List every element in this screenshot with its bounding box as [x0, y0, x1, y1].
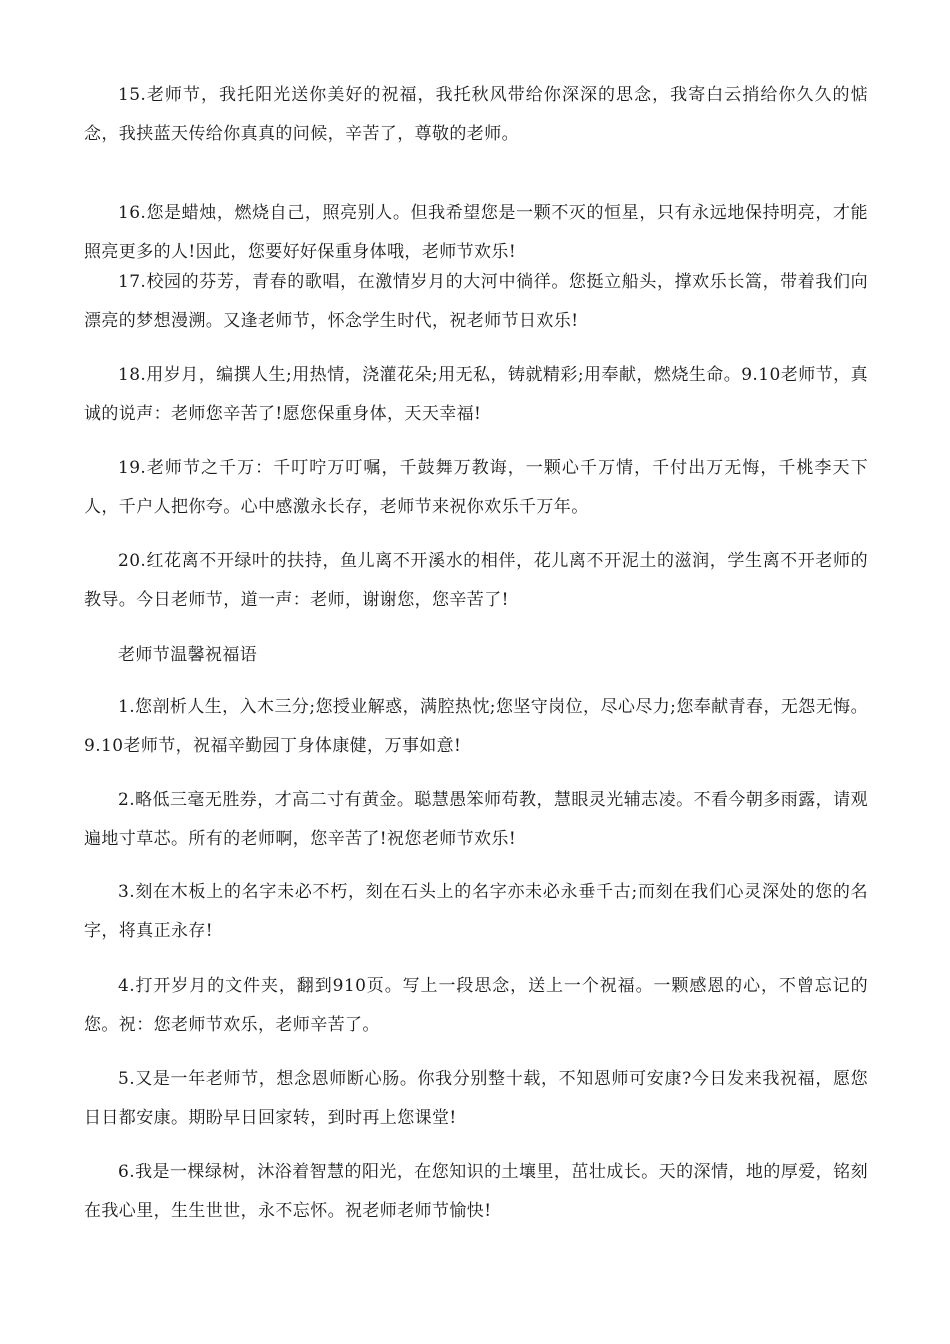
paragraph-2: 2.略低三毫无胜券，才高二寸有黄金。聪慧愚笨师苟教，慧眼灵光辅志凌。不看今朝多雨露，请观遍地寸草芯。所有的老师啊，您辛苦了!祝您老师节欢乐!	[84, 790, 868, 849]
paragraph-5: 5.又是一年老师节，想念恩师断心肠。你我分别整十载，不知恩师可安康?今日发来我祝福，愿您日日都安康。期盼早日回家转，到时再上您课堂!	[84, 1069, 868, 1128]
paragraph-15: 15.老师节，我托阳光送你美好的祝福，我托秋风带给你深深的思念，我寄白云捎给你久久的惦念，我挟蓝天传给你真真的问候，辛苦了，尊敬的老师。	[84, 85, 868, 144]
paragraph-3: 3.刻在木板上的名字未必不朽，刻在石头上的名字亦未必永垂千古;而刻在我们心灵深处的您的名字，将真正永存!	[84, 882, 868, 941]
paragraph-19: 19.老师节之千万：千叮咛万叮嘱，千鼓舞万教诲，一颗心千万情，千付出万无悔，千桃李天下人，千户人把你夸。心中感激永长存，老师节来祝你欢乐千万年。	[84, 458, 868, 517]
paragraph-17: 17.校园的芬芳，青春的歌唱，在激情岁月的大河中徜徉。您挺立船头，撑欢乐长篙，带着我们向漂亮的梦想漫溯。又逢老师节，怀念学生时代，祝老师节日欢乐!	[84, 272, 868, 331]
paragraph-18: 18.用岁月，编撰人生;用热情，浇灌花朵;用无私，铸就精彩;用奉献，燃烧生命。9.10老师节，真诚的说声：老师您辛苦了!愿您保重身体，天天幸福!	[84, 365, 868, 424]
paragraph-20: 20.红花离不开绿叶的扶持，鱼儿离不开溪水的相伴，花儿离不开泥土的滋润，学生离不开老师的教导。今日老师节，道一声：老师，谢谢您，您辛苦了!	[84, 551, 868, 610]
paragraph-6: 6.我是一棵绿树，沐浴着智慧的阳光，在您知识的土壤里，茁壮成长。天的深情，地的厚爱，铭刻在我心里，生生世世，永不忘怀。祝老师老师节愉快!	[84, 1162, 868, 1221]
paragraph-1: 1.您剖析人生，入木三分;您授业解惑，满腔热忱;您坚守岗位，尽心尽力;您奉献青春，无怨无悔。9.10老师节，祝福辛勤园丁身体康健，万事如意!	[84, 697, 868, 756]
section-heading: 老师节温馨祝福语	[118, 645, 258, 665]
paragraph-16: 16.您是蜡烛，燃烧自己，照亮别人。但我希望您是一颗不灭的恒星，只有永远地保持明亮，才能照亮更多的人!因此，您要好好保重身体哦，老师节欢乐!	[84, 203, 868, 262]
paragraph-4: 4.打开岁月的文件夹，翻到910页。写上一段思念，送上一个祝福。一颗感恩的心，不曾忘记的您。祝：您老师节欢乐，老师辛苦了。	[84, 976, 868, 1035]
